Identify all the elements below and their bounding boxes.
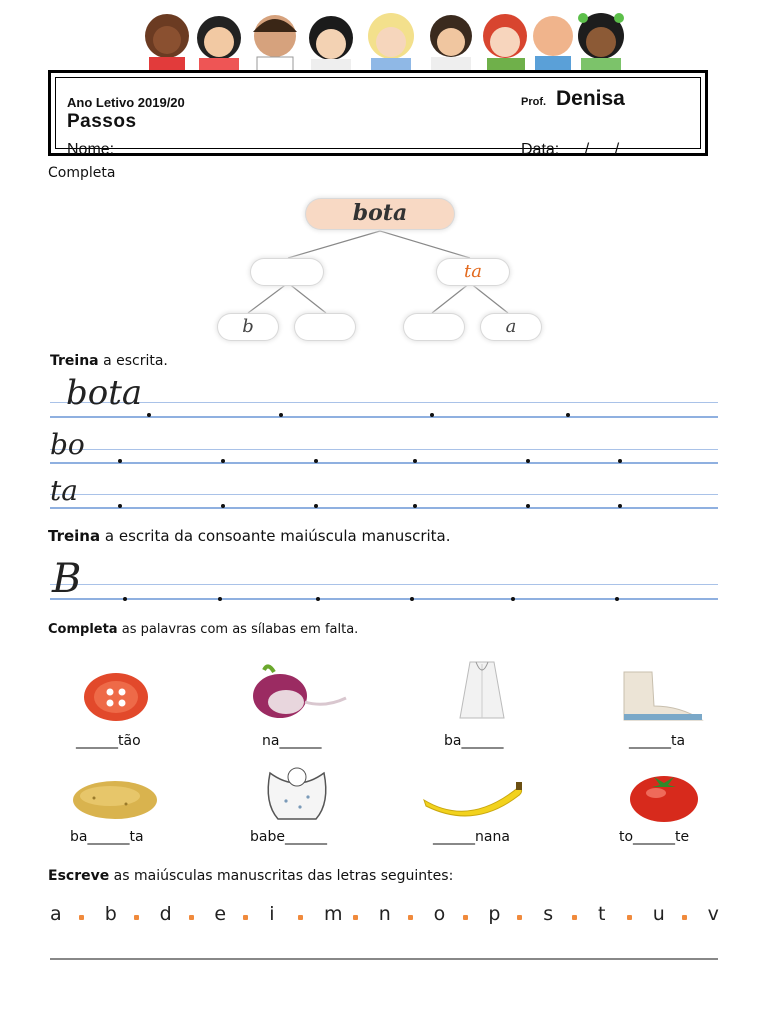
alphabet-letter: p: [488, 903, 501, 925]
writing-guideline: [50, 584, 718, 585]
word-blank-ta[interactable]: ______ta: [629, 733, 686, 749]
alphabet-separator-dot: [189, 915, 194, 920]
tree-root-word: bota: [306, 199, 454, 229]
writing-guideline: [50, 402, 718, 403]
alphabet-letter: n: [378, 903, 391, 925]
guide-dot: [147, 413, 151, 417]
guide-dot: [123, 597, 127, 601]
guide-dot: [618, 504, 622, 508]
banana-icon: [420, 778, 526, 822]
section-treina-consoante-label: [48, 527, 451, 545]
guide-dot: [413, 459, 417, 463]
guide-dot: [566, 413, 570, 417]
section-escreve-label: [48, 868, 453, 884]
alphabet-separator-dot: [682, 915, 687, 920]
writing-guideline: [50, 494, 718, 495]
treina-bold: Treina: [50, 353, 99, 369]
word-ba-blank[interactable]: ba______: [444, 733, 504, 749]
word-blank-nana[interactable]: ______nana: [433, 829, 510, 845]
alphabet-letter: m: [324, 903, 343, 925]
date-field: [521, 141, 619, 159]
tree-letter-b: b: [218, 314, 278, 340]
tree-syllable-ta: ta: [437, 259, 509, 285]
script-word-bo: bo: [50, 428, 85, 461]
page-title: Passos: [67, 111, 137, 132]
palavras-bold: Completa: [48, 622, 118, 637]
alphabet-separator-dot: [298, 915, 303, 920]
guide-dot: [314, 459, 318, 463]
tree-letter-a: a: [481, 314, 541, 340]
section-completa-label: Completa: [48, 165, 116, 181]
guide-dot: [430, 413, 434, 417]
school-year: Ano Letivo 2019/20: [67, 95, 185, 110]
guide-dot: [618, 459, 622, 463]
guide-dot: [221, 504, 225, 508]
guide-dot: [221, 459, 225, 463]
alphabet-separator-dot: [353, 915, 358, 920]
alphabet-letter: i: [269, 903, 275, 925]
alphabet-letter: t: [598, 903, 606, 925]
guide-dot: [314, 504, 318, 508]
word-na-blank[interactable]: na______: [262, 733, 322, 749]
alphabet-letter: b: [104, 903, 117, 925]
tomato-icon: [628, 771, 700, 823]
alphabet-separator-dot: [572, 915, 577, 920]
alphabet-separator-dot: [517, 915, 522, 920]
treina2-rest: a escrita da consoante maiúscula manuscrita.: [100, 527, 451, 545]
word-to-blank-te[interactable]: to______te: [619, 829, 690, 845]
escreve-rest: as maiúsculas manuscritas das letras seguintes:: [109, 868, 454, 884]
tree-syllable-blank-1[interactable]: [251, 259, 323, 285]
tree-letter-blank-2[interactable]: [404, 314, 464, 340]
palavras-rest: as palavras com as sílabas em falta.: [117, 622, 359, 637]
word-babe-blank[interactable]: babe______: [250, 829, 327, 845]
alphabet-letter: o: [433, 903, 446, 925]
guide-dot: [279, 413, 283, 417]
coat-icon: [458, 658, 506, 724]
word-ba-blank-ta[interactable]: ba______ta: [70, 829, 144, 845]
guide-dot: [118, 504, 122, 508]
boot-icon: [620, 670, 705, 725]
alphabet-separator-dot: [134, 915, 139, 920]
script-word-ta: ta: [50, 474, 78, 507]
alphabet-separator-dot: [627, 915, 632, 920]
script-word-bota: bota: [66, 373, 143, 413]
alphabet-letter: v: [707, 903, 719, 925]
potato-icon: [70, 778, 160, 822]
alphabet-letter: d: [159, 903, 172, 925]
guide-dot: [526, 504, 530, 508]
button-icon: [80, 668, 152, 726]
writing-guideline: [50, 449, 718, 450]
alphabet-separator-dot: [243, 915, 248, 920]
alphabet-letter: e: [214, 903, 227, 925]
section-treina-label: [50, 353, 168, 369]
alphabet-letter: s: [543, 903, 554, 925]
guide-dot: [316, 597, 320, 601]
guide-dot: [413, 504, 417, 508]
kids-banner-illustration: [135, 2, 635, 72]
bottom-answer-line: [50, 958, 718, 960]
guide-dot: [615, 597, 619, 601]
guide-dot: [218, 597, 222, 601]
bib-icon: [262, 763, 332, 823]
header-box: [48, 70, 708, 156]
date-separator: /: [614, 141, 620, 158]
guide-dot: [118, 459, 122, 463]
escreve-bold: Escreve: [48, 868, 110, 884]
alphabet-separator-dot: [408, 915, 413, 920]
teacher-name: Denisa: [556, 87, 625, 110]
turnip-icon: [250, 662, 348, 722]
name-label: Nome:: [67, 141, 115, 158]
guide-dot: [410, 597, 414, 601]
teacher-label: Prof.: [521, 96, 547, 108]
header-inner-frame: [55, 77, 701, 158]
date-label: Data:: [521, 141, 560, 158]
section-palavras-label: [48, 622, 358, 637]
alphabet-separator-dot: [79, 915, 84, 920]
alphabet-letter: a: [50, 903, 62, 925]
script-capital-b: B: [52, 556, 82, 602]
alphabet-separator-dot: [463, 915, 468, 920]
treina2-bold: Treina: [48, 527, 101, 545]
guide-dot: [526, 459, 530, 463]
word-blank-tao[interactable]: ______tão: [76, 733, 141, 749]
tree-letter-blank-1[interactable]: [295, 314, 355, 340]
guide-dot: [511, 597, 515, 601]
alphabet-letter: u: [652, 903, 665, 925]
date-separator: /: [584, 141, 590, 158]
treina-rest: a escrita.: [98, 353, 168, 369]
